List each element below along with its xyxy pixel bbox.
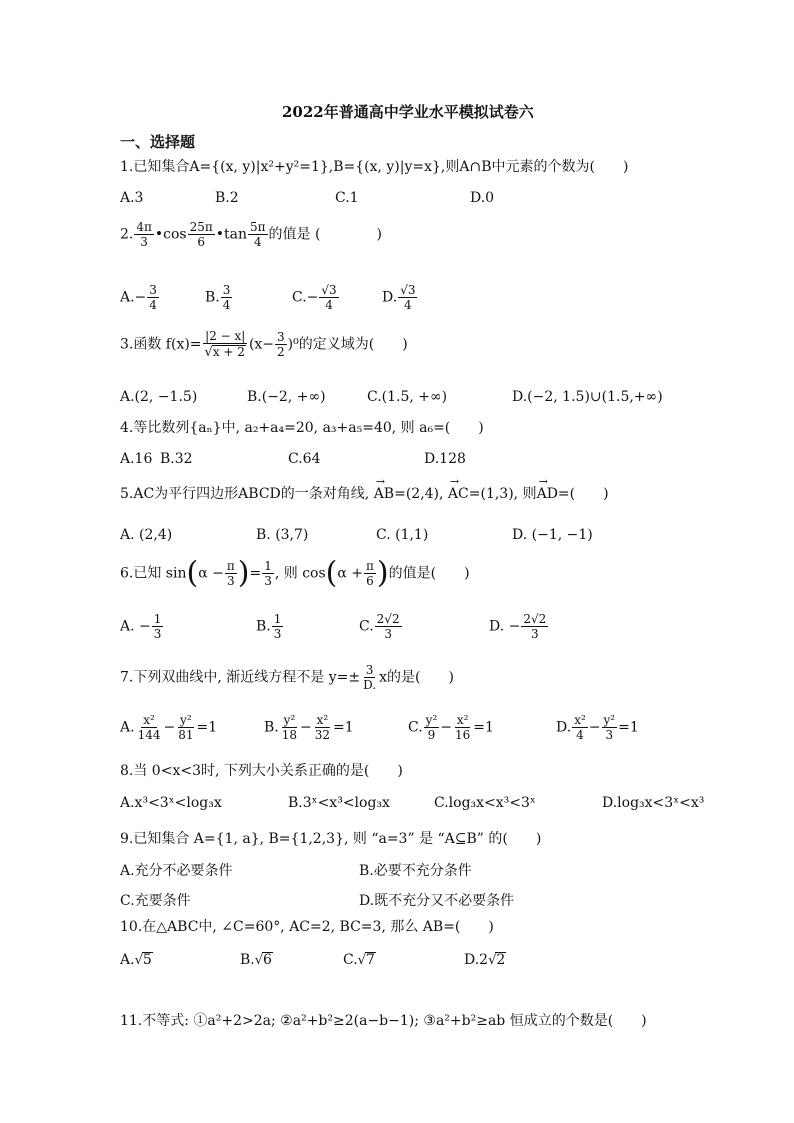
- fraction: $\frac{4\pi}{3}$: [136, 220, 152, 249]
- question-4-option-a: A.16: [120, 451, 153, 467]
- question-2-option-c: C.− $\frac{√3}{4}$: [292, 283, 337, 312]
- question-7-stem: 7.下列双曲线中, 渐近线方程不是 y=± $\frac{3}{D.}$ x的是( ): [120, 663, 454, 692]
- question-8-option-b: B.3ˣ<x³<log₃x: [288, 795, 390, 811]
- question-5-option-a: A. (2,4): [120, 527, 173, 543]
- question-5-option-c: C. (1,1): [376, 527, 429, 543]
- page-title: 2022年普通高中学业水平模拟试卷六: [282, 103, 534, 121]
- question-3-option-c: C.(1.5, +∞): [367, 389, 448, 405]
- question-7-option-c: C. $\frac{\text{y²}}{9}$ − $\frac{\text{x²}}{16}$ =1: [408, 713, 494, 742]
- question-10-stem: 10.在△ABC中, ∠C=60°, AC=2, BC=3, 那么 AB=( ): [120, 919, 494, 935]
- vector-ab: → AB: [374, 487, 394, 502]
- question-9-option-d: D.既不充分又不必要条件: [359, 893, 515, 909]
- vector-ad: → AD: [537, 487, 558, 502]
- question-10-option-d: D.2√2: [464, 952, 506, 968]
- question-9-option-c: C.充要条件: [120, 893, 191, 909]
- question-2-option-a: A.− $\frac{3}{4}$: [120, 283, 157, 312]
- question-10-option-c: C.√7: [343, 952, 375, 968]
- question-1-option-b: B.2: [215, 190, 239, 206]
- question-6-stem: 6.已知 sin(α − $\frac{\pi}{3}$ )= $\frac{1}{3}$ , 则 cos(α + $\frac{\pi}{6}$ )的值是( ): [120, 555, 470, 591]
- question-4-stem: 4.等比数列{aₙ}中, a₂+a₄=20, a₃+a₅=40, 则 a₆=( ): [120, 420, 484, 436]
- vector-ac: → AC: [448, 487, 469, 502]
- question-7-option-b: B. $\frac{\text{y²}}{18}$ − $\frac{\text{x²}}{32}$ =1: [264, 713, 354, 742]
- question-9-option-b: B.必要不充分条件: [359, 863, 472, 879]
- fraction: $\frac{5\pi}{4}$: [250, 220, 266, 249]
- question-3-option-a: A.(2, −1.5): [120, 389, 198, 405]
- question-10-option-b: B.√6: [240, 952, 272, 968]
- question-3-option-d: D.(−2, 1.5)∪(1.5,+∞): [512, 389, 663, 405]
- fraction: $\frac{|2 - x|}{√x + 2}$: [204, 329, 246, 360]
- question-2-stem: 2. $\frac{4\pi}{3}$ •cos $\frac{25\pi}{6}$ •tan $\frac{5\pi}{4}$ 的值是 ( ): [120, 220, 382, 249]
- fraction: $\frac{25\pi}{6}$: [189, 220, 213, 249]
- question-6-option-c: C. $\frac{2√2}{3}$: [359, 612, 400, 641]
- question-1-option-d: D.0: [470, 190, 495, 206]
- question-9-option-a: A.充分不必要条件: [120, 863, 233, 879]
- question-1-option-c: C.1: [335, 190, 359, 206]
- question-8-stem: 8.当 0<x<3时, 下列大小关系正确的是( ): [120, 763, 403, 779]
- question-5-stem: 5.AC为平行四边形ABCD的一条对角线, → AB=(2,4), → AC=(1,3), 则→ AD=( ): [120, 487, 609, 502]
- question-9-stem: 9.已知集合 A={1, a}, B={1,2,3}, 则 “a=3” 是 “A⊆B” 的( ): [120, 831, 542, 847]
- question-5-option-d: D. (−1, −1): [512, 527, 593, 543]
- question-7-option-d: D. $\frac{\text{x²}}{4}$ − $\frac{\text{y²}}{3}$ =1: [556, 713, 639, 742]
- question-10-option-a: A.√5: [120, 952, 152, 968]
- question-2-option-b: B. $\frac{3}{4}$: [205, 283, 231, 312]
- question-3-stem: 3.函数 f(x)= $\frac{|2 - x|}{√x + 2}$ (x− $\frac{3}{2}$ )⁰的定义域为( ): [120, 329, 408, 360]
- question-8-option-a: A.x³<3ˣ<log₃x: [120, 795, 222, 811]
- question-4-option-c: C.64: [288, 451, 321, 467]
- question-2-option-d: D. $\frac{√3}{4}$: [382, 283, 416, 312]
- question-8-option-d: D.log₃x<3ˣ<x³: [602, 795, 705, 811]
- question-1-option-a: A.3: [120, 190, 144, 206]
- question-6-option-a: A. − $\frac{1}{3}$: [120, 612, 162, 641]
- question-3-option-b: B.(−2, +∞): [247, 389, 326, 405]
- question-11-stem: 11.不等式: ①a²+2>2a; ②a²+b²≥2(a−b−1); ③a²+b²≥ab 恒成立的个数是( ): [120, 1013, 647, 1029]
- question-1-stem: 1.已知集合A={(x, y)|x²+y²=1},B={(x, y)|y=x},则A∩B中元素的个数为( ): [120, 159, 629, 175]
- question-8-option-c: C.log₃x<x³<3ˣ: [434, 795, 536, 811]
- section-heading: 一、选择题: [120, 133, 196, 151]
- question-5-option-b: B. (3,7): [256, 527, 309, 543]
- question-4-option-d: D.128: [424, 451, 466, 467]
- question-7-option-a: A. $\frac{\text{x²}}{144}$ − $\frac{\text{y²}}{81}$ =1: [120, 713, 218, 742]
- question-6-option-d: D. − $\frac{2√2}{3}$: [489, 612, 547, 641]
- question-6-option-b: B. $\frac{1}{3}$: [256, 612, 282, 641]
- question-4-option-b: B.32: [160, 451, 193, 467]
